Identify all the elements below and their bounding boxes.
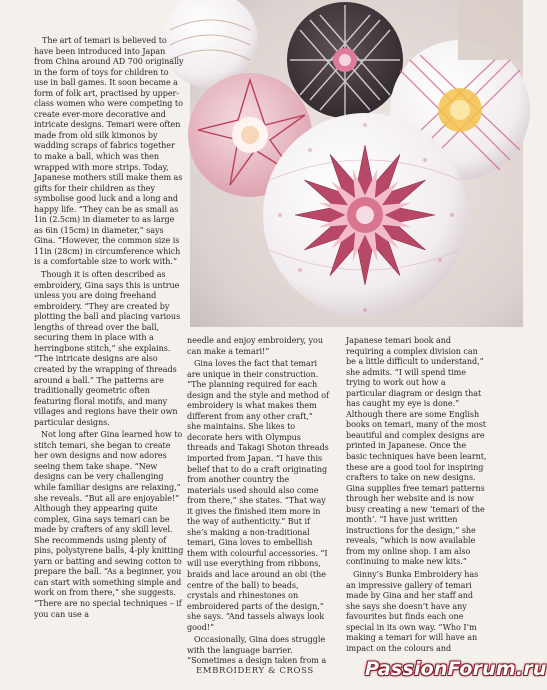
watermark: PassionForum.ru bbox=[365, 658, 547, 680]
article-column-2 bbox=[187, 336, 329, 669]
article-column-3 bbox=[346, 336, 488, 656]
paragraph: Ginny’s Bunka Embroidery has an impressive gallery of temari made by Gina and her staff and she says she doesn’t have any favourites but finds each one special in its own way. “Who I’m making a temari for will have an impact on the colours and bbox=[346, 570, 479, 653]
paragraph: Not long after Gina learned how to stitch temari, she began to create her own designs and now adores seeing them take shape. “New designs can be very challenging while familiar designs are relaxing,” she reveals. “But all are enjoyable!” Although they appearing quite complex, Gina says temari can be made by crafters of any skill level. She recommends using plenty of pins, polystyrene balls, 4-ply knitting yarn or batting and sewing cotton to prepare the ball. “As a beginner, you can start with something simple and work on from there,” she suggests. “There are no special techniques – if you can use a bbox=[34, 430, 184, 619]
paragraph: Japanese temari book and requiring a complex division can be a little difficult to understand,” she admits. “I will spend time trying to work out how a particular diagram or design that has caught my eye is done.” Although there are some English books on temari, many of the most beautiful and complex designs are printed in Japanese. Once the basic techniques have been learnt, these are a good tool for inspiring crafters to take on new designs. Gina supplies free temari patterns through her website and is now busy creating a new ‘temari of the month’. “I have just written instructions for the design,” she reveals, “which is now available from my online shop. I am also continuing to make new kits.” bbox=[346, 336, 487, 567]
temari-ball-center bbox=[263, 113, 467, 317]
paragraph: The art of temari is believed to have been introduced into Japan from China around AD 700 originally in the form of toys for children to use in ball games. It soon became a form of folk art, practised by upper-class women who were competing to create ever-more decorative and intricate designs. Temari were often made from old silk kimonos by wadding scraps of fabrics together to make a ball, which was then wrapped with more strips. Today, Japanese mothers still make them as gifts for their children as they symbolise good luck and a long and happy life. “They can be as small as 1in (2.5cm) in diameter to as large as 6in (15cm) in diameter,” says Gina. “However, the common size is 11in (28cm) in circumference which is a comfortable size to work with.” bbox=[34, 36, 184, 267]
temari-ball-dark bbox=[287, 2, 403, 118]
page-corner-tab bbox=[458, 0, 523, 60]
paragraph: Occasionally, Gina does struggle with the language barrier. “Sometimes a design taken from a bbox=[187, 635, 327, 666]
publication-name: EMBROIDERY & CROSS bbox=[196, 666, 314, 676]
paragraph: Though it is often described as embroidery, Gina says this is untrue unless you are doing freehand embroidery. “They are created by plotting the ball and placing various lengths of thread over the ball, securing them in place with a herringbone stitch,” she explains. “The intricate designs are also created by the wrapping of threads around a ball.” The patterns are traditionally geometric often featuring floral motifs, and many villages and regions have their own particular designs. bbox=[34, 270, 181, 427]
article-column-1 bbox=[34, 36, 184, 622]
paragraph: Gina loves the fact that temari are unique in their construction. “The planning required for each design and the style and method of embroidery is what makes them different from any other craft,” she maintains. She likes to decorate hers with Olympus threads and Takagi Shoton threads imported from Japan. “I have this belief that to do a craft originating from another country the materials used should also come from there,” she states. “That way it gives the finished item more in the way of authenticity.” But if she’s making a non-traditional temari, Gina loves to embellish them with colourful accessories. “I will use everything from ribbons, braids and lace around an obi (the centre of the ball) to beads, crystals and rhinestones on embroidered parts of the design,” she says. “And tassels always look good!” bbox=[187, 359, 329, 632]
paragraph: needle and enjoy embroidery, you can make a temari!” bbox=[187, 336, 323, 356]
